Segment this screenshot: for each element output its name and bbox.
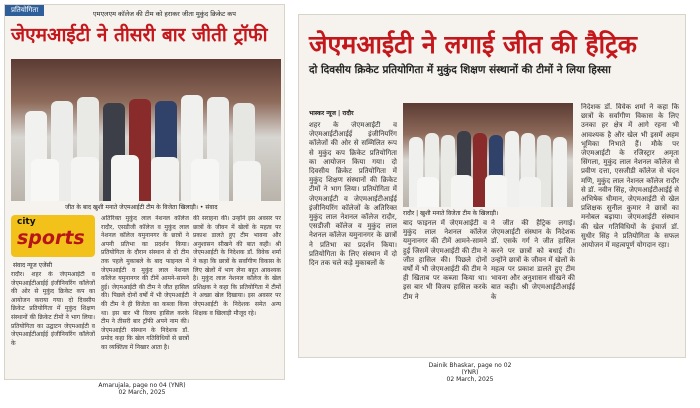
body-column-3: ने जीत की हैट्रिक लगाई। जेएमआईटी संस्थान के निदेशक डॉ. एसके गर्ग ने जीत हासिल करने पर छात्रों को बधाई दी। उन्होंने छात्रों के जीवन में खेलों के महत्व पर प्रकाश डालते हुए टीम भावना और अनुशासन सीखने की बात कही। श्री जेएमआईटीआईई के — [491, 219, 575, 301]
player-figure — [151, 157, 179, 201]
player-figure — [417, 177, 439, 207]
body-column-2: अतिरिक्त मुकुंद लाल नेशनल कॉलेज रादौर, एसडीजी कॉलेज व मुकुंद लाल नेशनल कॉलेज यमुनानगर के छात्रों ने अपनी प्रतिभा का प्रदर्शन किया। प्रतियोगिता के दौरान संस्थान से दो टीम तक पहले मुकाबले के बाद फाइनल में जेएमआईटी व मुकुंद लाल नेशनल कॉलेज यमुनानगर की टीमें आमने-सामने हुई। जेएमआईटी की टीम ने जीत हासिल की। पिछले दोनों वर्षों में भी जेएमआईटी की टीम ने ही विजेता का कब्जा किया था। इस बार भी विजय हासिल करके टीम ने तीसरी बार ट्रॉफी अपने नाम की। जेएमआईटी संस्थान के निदेशक डॉ. प्रमोद कहा कि खेल गतिविधियों से छात्रों का व्यक्तित्व में निखार आता है। — [101, 215, 189, 351]
agency-line: संवाद न्यूज एजेंसी — [13, 262, 53, 269]
byline: भास्कर न्यूज | रादौर — [309, 110, 354, 117]
subheadline: दो दिवसीय क्रिकेट प्रतियोगिता में मुकुंद शिक्षण संस्थानों की टीमों ने लिया हिस्सा — [309, 64, 611, 76]
player-figure — [111, 155, 139, 201]
player-figure — [191, 159, 219, 201]
headline: जेएमआईटी ने लगाई जीत की हैट्रिक — [309, 30, 637, 59]
body-column-2: बाद फाइनल में जेएमआईटी व मुकुंद लाल नेशनल कॉलेज यमुनानगर की टीमें आमने-सामने हुई जिसमें जेएमआईटी की टीम ने जीत हासिल की। पिछले दोनों वर्षों में भी जेएमआईटी की टीम ने ही खिताब पर कब्जा किया था। इस बार भी विजय हासिल करके टीम ने — [403, 219, 487, 301]
source-credit: Amarujala, page no 04 (YNR) 02 March, 2025 — [98, 382, 186, 396]
photo-caption: रादौर | खुशी मनाते विजेता टीम के खिलाड़ी। — [403, 210, 499, 217]
body-column-1: रादौर। शहर के जेएमआईटी व जेएमआईटीआईई इंजीनियरिंग कॉलेजों की ओर से मुकुंद क्रिकेट कप का आयोजन कराया गया। दो दिवसीय क्रिकेट प्रतियोगिता में मुकुंद शिक्षण संस्थानों की क्रिकेट टीमों ने भाग लिया। प्रतियोगिता का उद्घाटन जेएमआईटी व जेएमआईटीआईई इंजीनियरिंग कॉलेजों के — [11, 271, 95, 347]
city-sports-logo — [11, 215, 95, 257]
clipping-dainik-bhaskar — [298, 14, 686, 358]
player-figure — [31, 159, 59, 201]
photo-caption: जीत के बाद खुशी मनाते जेएमआईटी टीम के विजेता खिलाड़ी। • संवाद — [65, 204, 218, 211]
player-figure — [71, 157, 99, 201]
logo-sports-text: sports — [17, 227, 85, 249]
body-column-1: शहर के जेएमआईटी व जेएमआईटीआईई इंजीनियरिंग कॉलेजों की ओर से सम्मिलित रूप से मुकुंद कप क्रिकेट प्रतियोगिता का आयोजन किया गया। दो दिवसीय क्रिकेट प्रतियोगिता में मुकुंद शिक्षण संस्थानों की क्रिकेट टीमों ने भाग लिया। प्रतियोगिता में जेएमआईटी व जेएमआईटीआईई इंजीनियरिंग कॉलेजों के अतिरिक्त मुकुंद लाल नेशनल कॉलेज रादौर, एसडीजी कॉलेज व मुकुंद लाल नेशनल कॉलेज यमुनानगर के छात्रों ने प्रतिभा का प्रदर्शन किया। प्रतियोगिता के लिए संस्थान में दो दिन तक चले कड़े मुकाबलों के — [309, 121, 397, 268]
player-figure — [451, 175, 473, 207]
body-column-4: निदेशक डॉ. विवेक शर्मा ने कहा कि छात्रों के सर्वांगीण विकास के लिए उनका हर क्षेत्र में आगे रहना भी आवश्यक है और खेल भी इसमें अहम भूमिका निभाते हैं। मौके पर जेएमआईटी के रजिस्ट्रार अमृता सिंगला, मुकुंद लाल नेशनल कॉलेज से प्रवीण दत्ता, एसजीडी कॉलेज से चंदन मणि, मुकुंद लाल नेशनल कॉलेज रादौर से डॉ. नवीन सिंह, जेएमआईटीआईई से अभिषेक धीमान, जेएमआईटी से खेल प्रशिक्षक सुनील कुमार ने छात्रों का मनोबल बढ़ाया। जेएमआईटी संस्थान की खेल गतिविधियों के इंचार्ज डॉ. सुधीर सिंह ने प्रतियोगिता के सफल आयोजन में महत्वपूर्ण योगदान रहा। — [581, 103, 679, 250]
player-figure — [485, 175, 507, 207]
clipping-amarujala — [4, 4, 285, 380]
player-figure — [519, 177, 541, 207]
logo-city-text: city — [17, 217, 36, 227]
player-figure — [233, 161, 261, 201]
headline: जेएमआईटी ने तीसरी बार जीती ट्रॉफी — [11, 24, 268, 46]
section-tag: प्रतियोगिता — [5, 5, 44, 16]
body-column-3: की सराहना की। उन्होंने इस अवसर पर छात्रों के जीवन में खेलों के महत्व पर प्रकाश डालते हुए टीम भावना और अनुशासन सीखने की बात कही। श्री जेएमआईटी के निदेशक डॉ. विवेक शर्मा ने कहा कि छात्रों के सर्वांगीण विकास के लिए खेलों में भाग लेना बहुत आवश्यक है। मुकुंद लाल नेशनल कॉलेज के खेल प्रशिक्षक ने कहा कि प्रतियोगिता में टीमों ने अच्छा खेल दिखाया। इस अवसर पर जेएमआईटी के निदेशक समेत अन्य शिक्षक व खिलाड़ी मौजूद रहे। — [193, 215, 281, 317]
player-figure — [505, 131, 519, 207]
team-photo — [403, 103, 573, 207]
player-figure — [553, 137, 567, 207]
team-photo — [11, 59, 281, 201]
kicker-line: एमएलएम कॉलेज की टीम को हराकर जीता मुकुंद क्रिकेट कप — [93, 10, 236, 18]
source-credit: Dainik Bhaskar, page no 02 (YNR) 02 March, 2025 — [428, 362, 512, 383]
